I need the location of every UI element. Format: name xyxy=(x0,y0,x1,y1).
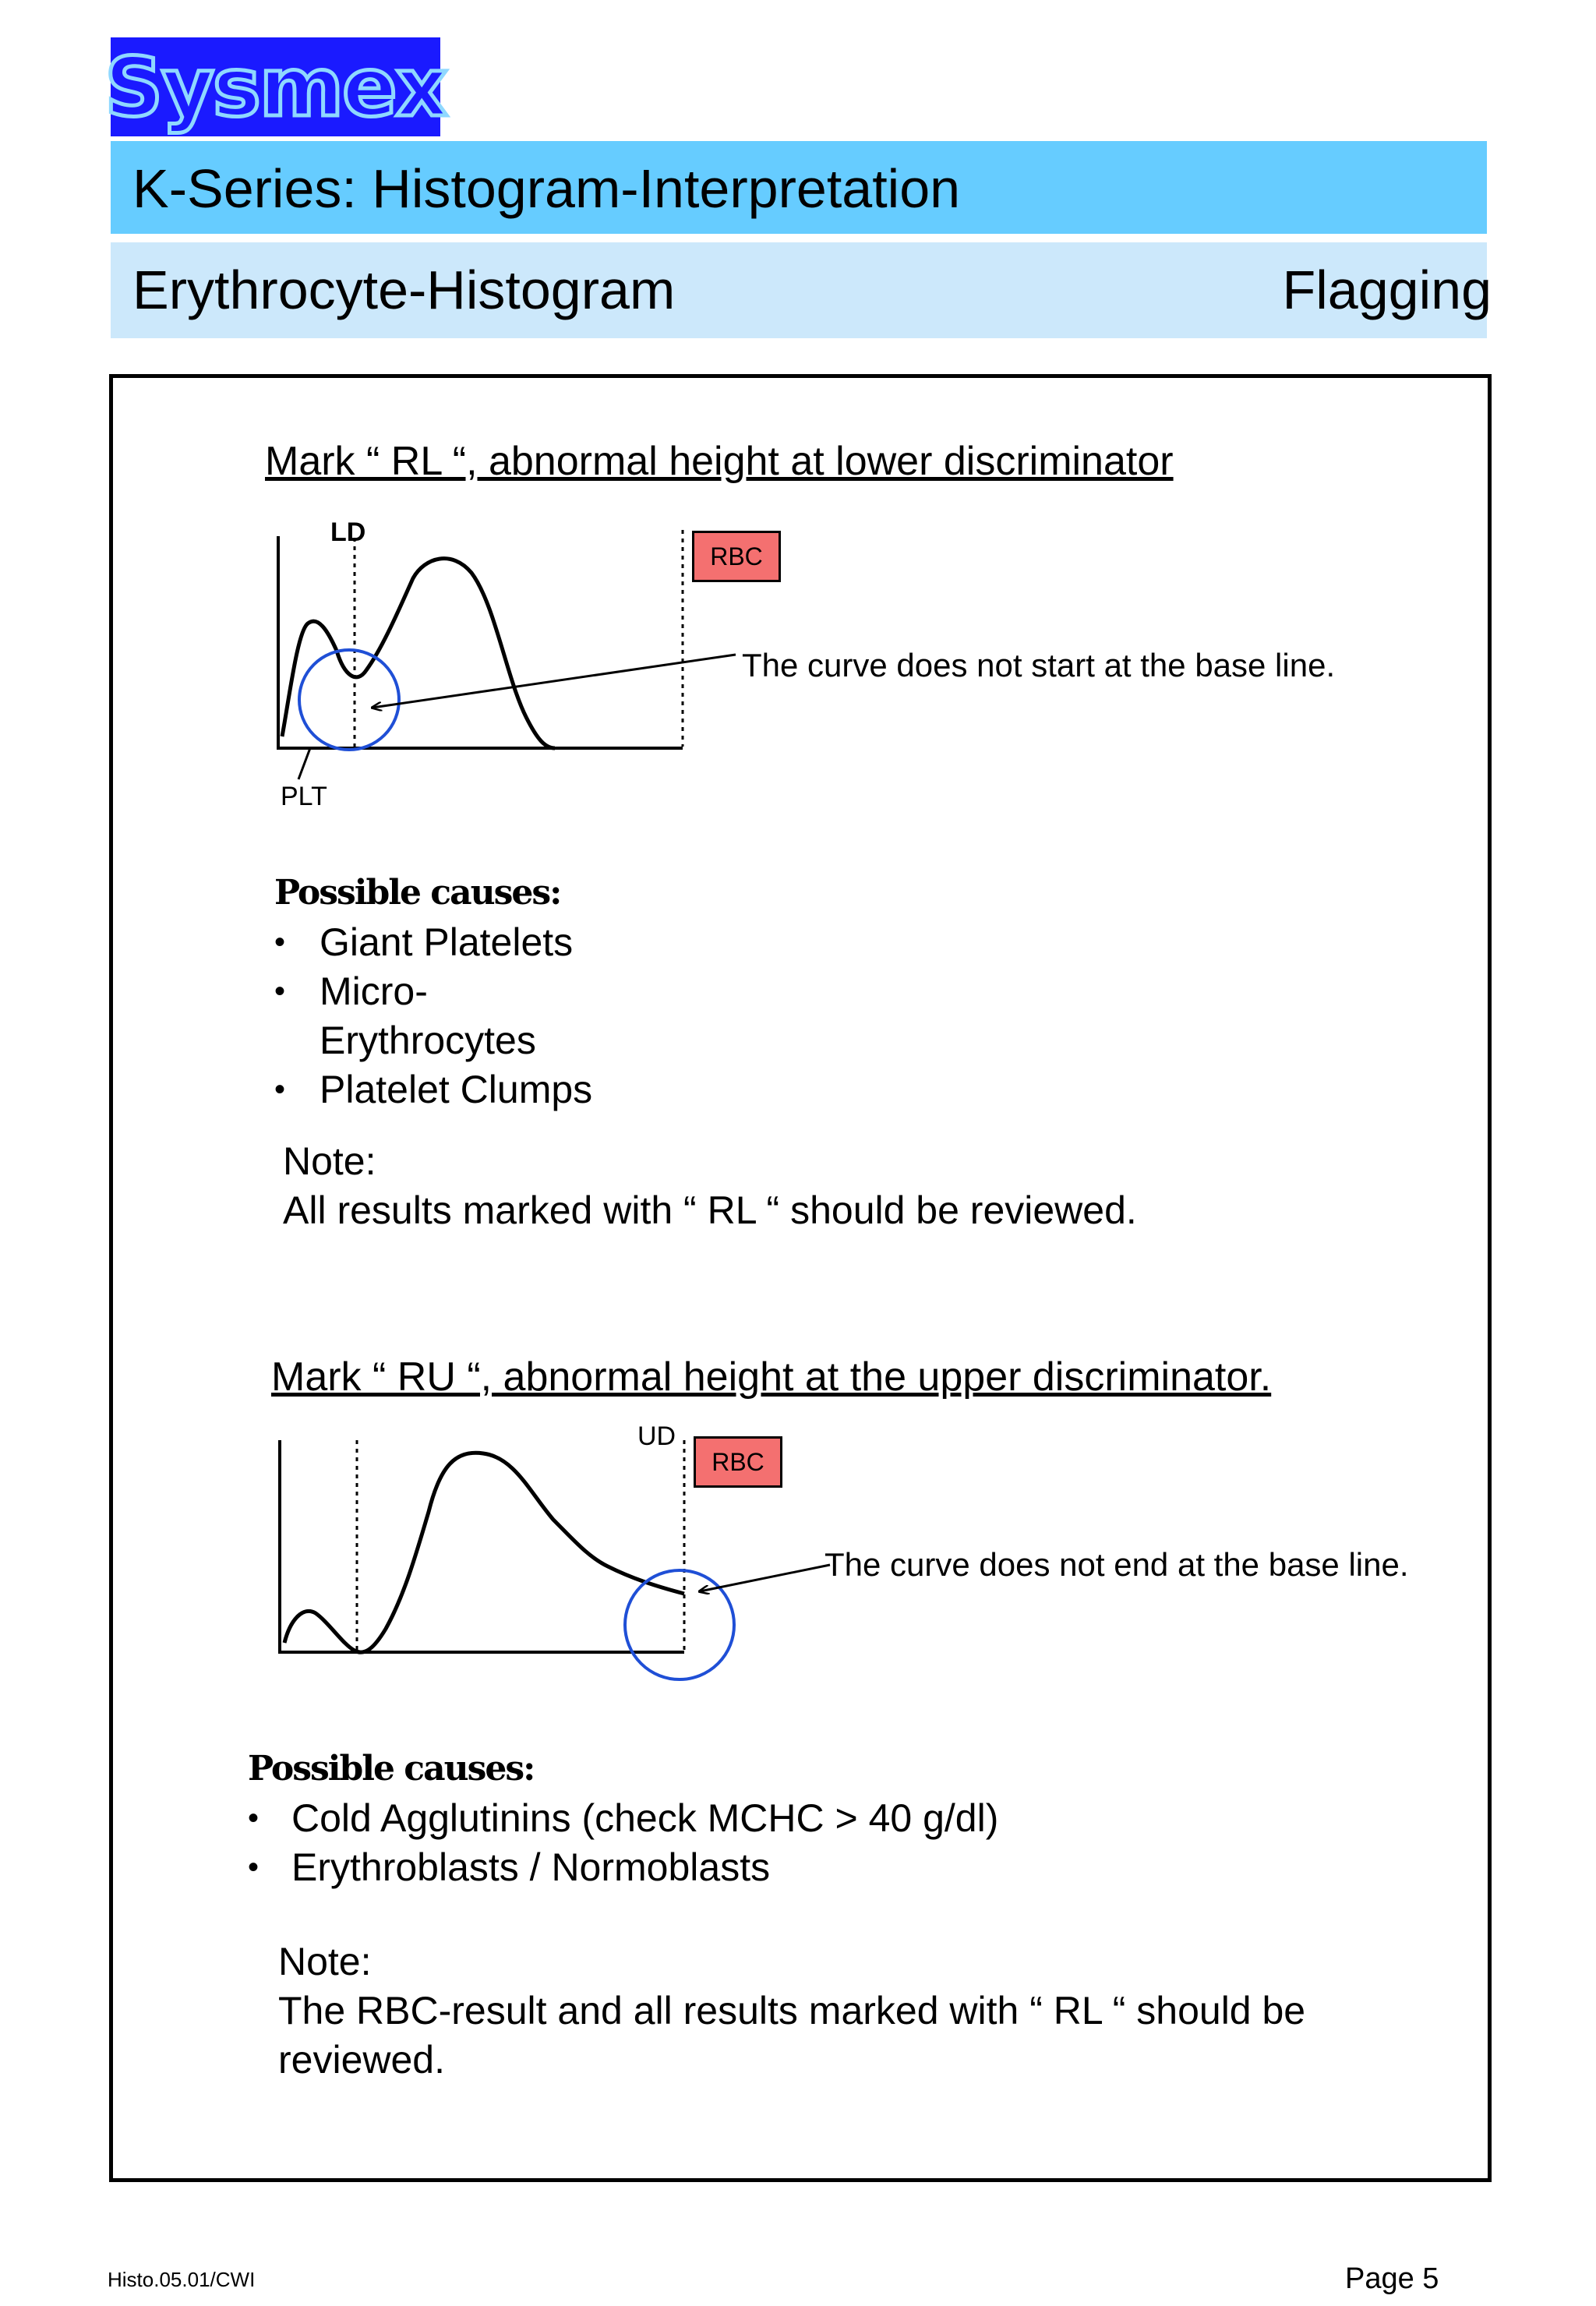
page-title: K-Series: Histogram-Interpretation xyxy=(132,158,961,219)
rl-causes-title: Possible causes: xyxy=(274,873,561,913)
ru-heading: Mark “ RU “, abnormal height at the upper discriminator. xyxy=(271,1354,1272,1400)
rl-plt-label: PLT xyxy=(281,782,327,811)
list-item: • Micro- Erythrocytes xyxy=(274,969,536,1062)
rl-rbc-badge-label: RBC xyxy=(710,542,763,570)
ru-note xyxy=(278,1937,1305,2085)
page-subtitle-right: Flagging xyxy=(1282,260,1492,320)
rl-axes xyxy=(278,536,683,748)
footer-page-number: Page 5 xyxy=(1345,2262,1439,2295)
rl-rbc-badge xyxy=(692,531,781,582)
rl-ld-label: LD xyxy=(330,517,366,547)
ru-annotation: The curve does not end at the base line. xyxy=(824,1546,1409,1583)
page-subtitle: Erythrocyte-Histogram xyxy=(132,260,676,320)
ru-causes-list xyxy=(248,1794,1261,1892)
rl-note-text: All results marked with “ RL “ should be reviewed. xyxy=(283,1188,1137,1232)
ru-note-label: Note: xyxy=(278,1940,372,1983)
ru-note-line1: The RBC-result and all results marked with “ RL “ should be xyxy=(278,1989,1306,2032)
ru-causes-title: Possible causes: xyxy=(248,1749,535,1789)
logo-text: Sysmex xyxy=(104,39,447,135)
rl-note-label: Note: xyxy=(283,1139,376,1183)
ru-ud-label: UD xyxy=(637,1421,676,1451)
rl-curve xyxy=(282,559,555,748)
rl-highlight-circle xyxy=(299,650,399,750)
list-item: • Cold Agglutinins (check MCHC > 40 g/dl) xyxy=(248,1796,999,1840)
list-item: • Giant Platelets xyxy=(274,920,574,964)
ru-note-line2: reviewed. xyxy=(278,2038,445,2082)
list-item: • Platelet Clumps xyxy=(274,1068,593,1111)
rl-causes-list xyxy=(274,918,820,1114)
ru-rbc-badge-label: RBC xyxy=(711,1447,764,1476)
rl-heading: Mark “ RL “, abnormal height at lower discriminator xyxy=(265,439,1174,484)
footer-doc-id: Histo.05.01/CWI xyxy=(108,2268,256,2291)
ru-annotation-arrow xyxy=(700,1565,830,1591)
ru-rbc-badge xyxy=(694,1436,782,1488)
rl-note xyxy=(283,1137,1137,1235)
rl-annotation-arrow xyxy=(373,655,736,708)
ru-axes xyxy=(280,1440,684,1652)
list-item: • Erythroblasts / Normoblasts xyxy=(248,1845,771,1889)
rl-plt-pointer xyxy=(298,748,310,779)
rl-annotation: The curve does not start at the base line. xyxy=(742,647,1336,683)
rl-histogram xyxy=(278,530,736,779)
